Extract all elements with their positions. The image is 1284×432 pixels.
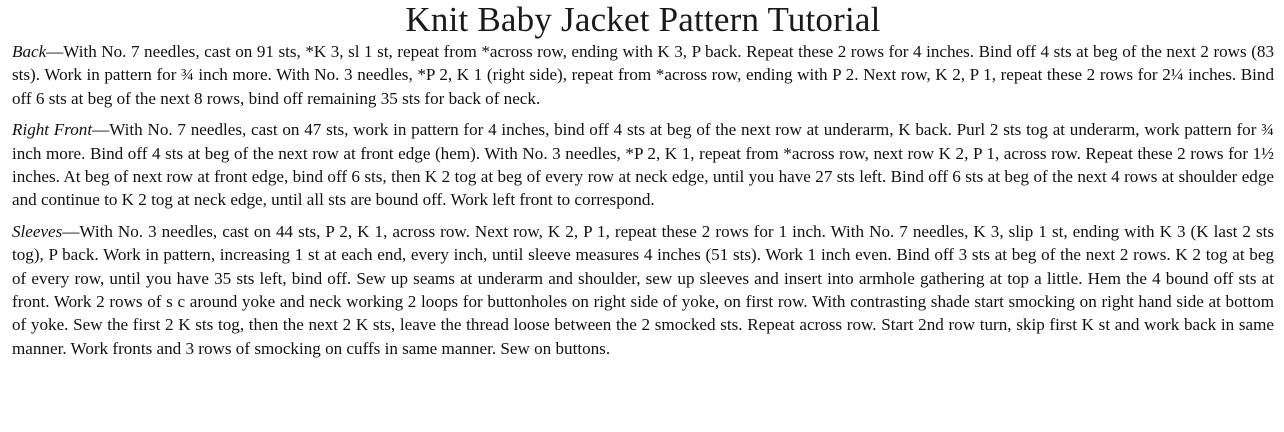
section-sleeves	[12, 220, 1274, 360]
section-heading-back: Back	[12, 42, 47, 61]
page-title: Knit Baby Jacket Pattern Tutorial	[405, 0, 881, 39]
section-heading-sleeves: Sleeves	[12, 221, 63, 241]
section-body-back: —With No. 7 needles, cast on 91 sts, *K 3, sl 1 st, repeat from *across row, ending with K 3, P back. Repeat these 2 rows for 4 inches. Bind off 4 sts at beg of the next 2 rows (83 sts). Work in pattern for ¾ inch more. With No. 3 needles, *P 2, K 1 (right side), repeat from *across row, ending with P 2. Next row, K 2, P 1, repeat these 2 rows for 2¼ inches. Bind off 6 sts at beg of the next 8 rows, bind off remaining 35 sts for back of neck.	[12, 42, 1274, 108]
section-back	[12, 40, 1274, 110]
section-body-sleeves: —With No. 3 needles, cast on 44 sts, P 2, K 1, across row. Next row, K 2, P 1, repeat these 2 rows for 1 inch. With No. 7 needles, K 3, slip 1 st, ending with K 3 (K last 2 sts tog), P back. Work in pattern, increasing 1 st at each end, every inch, until sleeve measures 4 inches (51 sts). Work 1 inch even. Bind off 3 sts at beg of the next 2 rows. K 2 tog at beg of every row, until you have 35 sts left, bind off. Sew up seams at underarm and shoulder, sew up sleeves and insert into armhole gathering at top a little. Hem the 4 bound off sts at front. Work 2 rows of s c around yoke and neck working 2 loops for buttonholes on right side of yoke, on first row. With contrasting shade start smocking on right hand side at bottom of yoke. Sew the first 2 K sts tog, then the next 2 K sts, leave the thread loose between the 2 smocked sts. Repeat across row. Start 2nd row turn, skip first K st and work back in same manner. Work fronts and 3 rows of smocking on cuffs in same manner. Sew on buttons.	[12, 221, 1274, 358]
section-right-front	[12, 118, 1274, 212]
section-heading-right-front: Right Front	[12, 120, 93, 140]
section-body-right-front: —With No. 7 needles, cast on 47 sts, work in pattern for 4 inches, bind off 4 sts at beg of the next row at underarm, K back. Purl 2 sts tog at underarm, work pattern for ¾ inch more. Bind off 4 sts at beg of the next row at front edge (hem). With No. 3 needles, *P 2, K 1, repeat from *across row, next row K 2, P 1, across row. Repeat these 2 rows for 1½ inches. At beg of next row at front edge, bind off 6 sts, then K 2 tog at beg of every row at neck edge, until you have 27 sts left. Bind off 6 sts at beg of the next 4 rows at shoulder edge and continue to K 2 tog at neck edge, until all sts are bound off. Work left front to correspond.	[12, 120, 1274, 210]
